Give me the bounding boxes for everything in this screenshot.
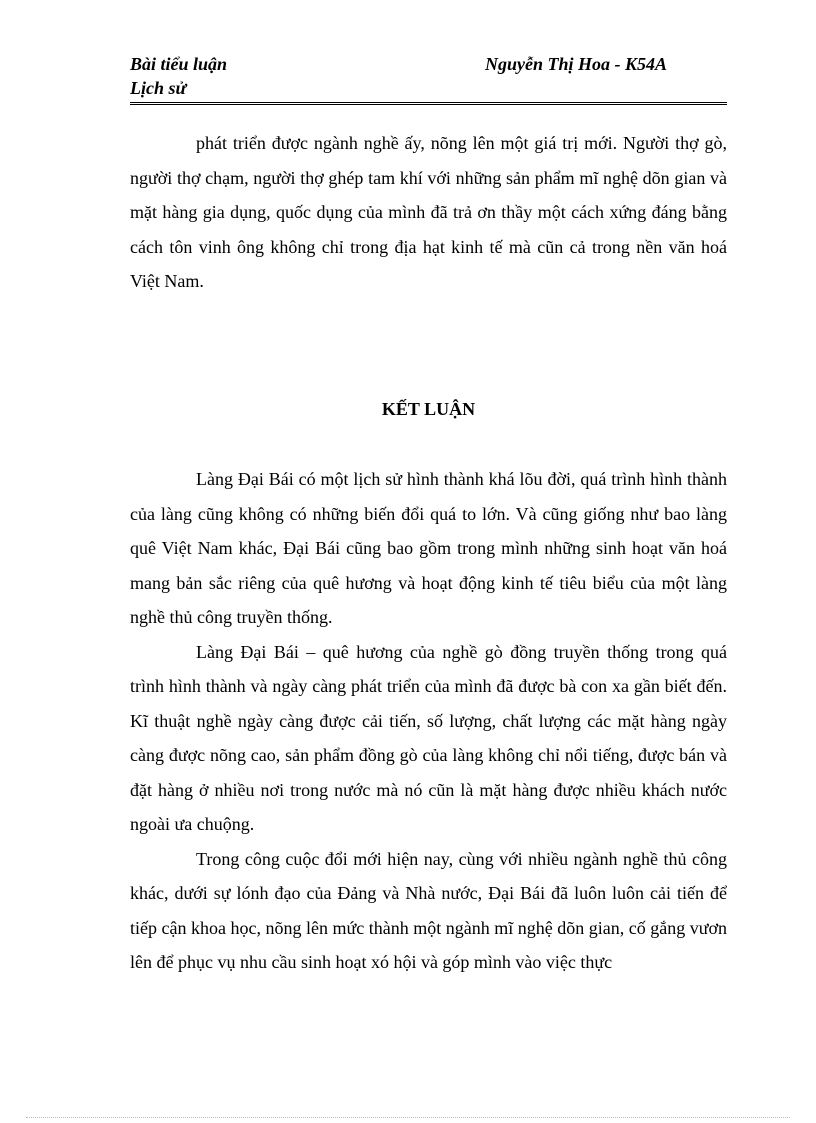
section-heading: KẾT LUẬN	[381, 399, 476, 419]
conclusion-body	[130, 462, 727, 980]
page-header	[130, 52, 727, 105]
header-subject: Lịch sử	[130, 78, 187, 98]
paragraph: Trong công cuộc đổi mới hiện nay, cùng với nhiều ngành nghề thủ công khác, dưới sự lónh đạo của Đảng và Nhà nước, Đại Bái đã luôn luôn cải tiến để tiếp cận khoa học, nõng lên mức thành một ngành mĩ nghệ dõn gian, cố gắng vươn lên để phục vụ nhu cầu sinh hoạt xó hội và góp mình vào việc thực	[130, 848, 727, 972]
intro-paragraph: phát triển được ngành nghề ấy, nõng lên một giá trị mới. Người thợ gò, người thợ chạm, người thợ ghép tam khí với những sản phẩm mĩ nghệ dõn gian và mặt hàng gia dụng, quốc dụng của mình đã trả ơn thầy một cách xứng đáng bằng cách tôn vinh ông không chỉ trong địa hạt kinh tế mà cũn cả trong nền văn hoá Việt Nam.	[130, 133, 727, 291]
header-author: Nguyễn Thị Hoa - K54A	[485, 54, 668, 74]
paragraph: Làng Đại Bái – quê hương của nghề gò đồng truyền thống trong quá trình hình thành và ngày càng phát triển của mình đã được bà con xa gần biết đến. Kĩ thuật nghề ngày càng được cải tiến, số lượng, chất lượng các mặt hàng ngày càng được nõng cao, sản phẩm đồng gò của làng không chỉ nổi tiếng, được bán và đặt hàng ở nhiều nơi trong nước mà nó cũn là mặt hàng được nhiều khách nước ngoài ưa chuộng.	[130, 641, 727, 834]
footer-divider	[26, 1117, 790, 1118]
paragraph: Làng Đại Bái có một lịch sử hình thành khá lõu đời, quá trình hình thành của làng cũng không có những biến đổi quá to lớn. Và cũng giống như bao làng quê Việt Nam khác, Đại Bái cũng bao gồm trong mình những sinh hoạt văn hoá mang bản sắc riêng của quê hương và hoạt động kinh tế tiêu biểu của một làng nghề thủ công truyền thống.	[130, 469, 727, 627]
header-title: Bài tiểu luận	[130, 54, 228, 74]
